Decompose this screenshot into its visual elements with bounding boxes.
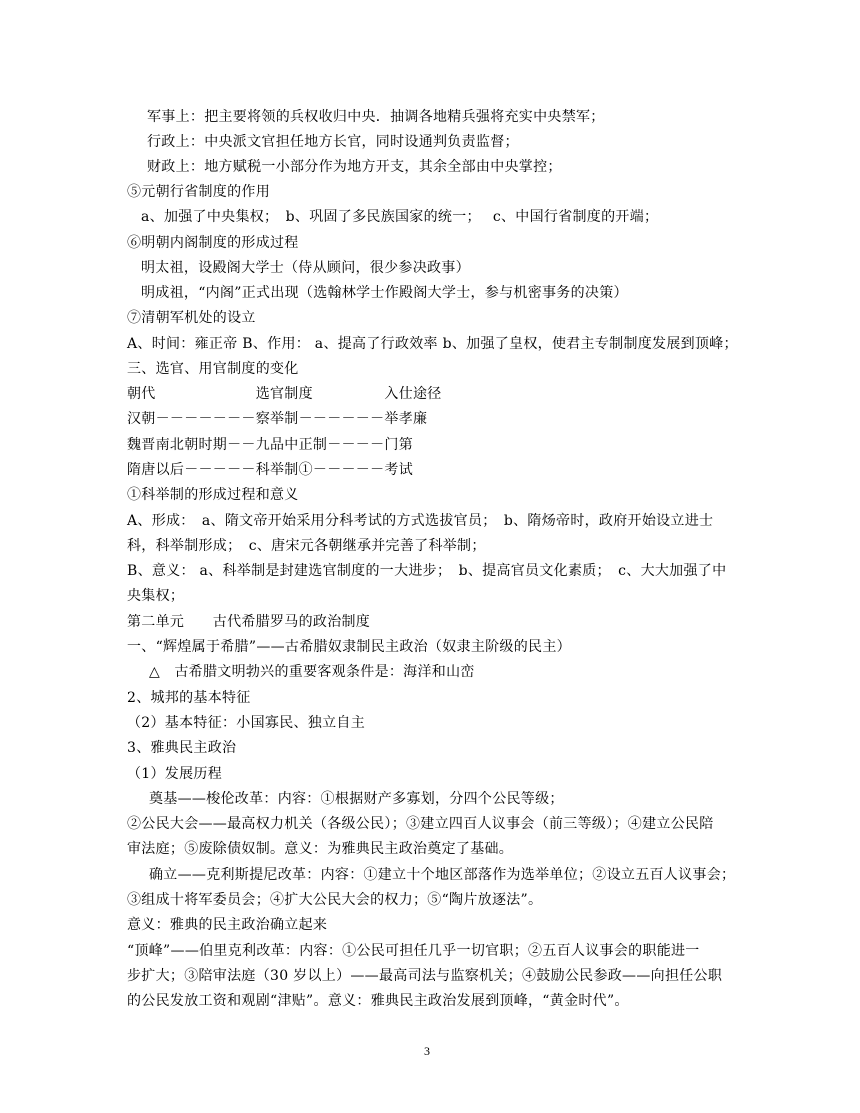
text-line: 审法庭；⑤废除债奴制。意义：为雅典民主政治奠定了基础。 <box>127 841 514 857</box>
text-line: 3、雅典民主政治 <box>127 740 237 756</box>
text-line: 央集权； <box>127 588 185 604</box>
text-line: 明太祖，设殿阁大学士（侍从顾问，很少参决政事） <box>141 260 470 276</box>
text-line: 科，科举制形成； c、唐宋元各朝继承并完善了科举制； <box>127 538 486 554</box>
text-line: ①科举制的形成过程和意义 <box>127 487 299 503</box>
text-line: 一、“辉煌属于希腊”——古希腊奴隶制民主政治（奴隶主阶级的民主） <box>127 639 571 655</box>
text-line: 第二单元 古代希腊罗马的政治制度 <box>127 614 371 630</box>
text-line: a、加强了中央集权； b、巩固了多民族国家的统一； c、中国行省制度的开端； <box>141 209 659 225</box>
text-line: （2）基本特征：小国寡民、独立自主 <box>127 715 366 731</box>
text-line: 隋唐以后－－－－－科举制①－－－－－考试 <box>127 462 413 478</box>
text-line: ⑦清朝军机处的设立 <box>127 310 256 326</box>
text-line: ②公民大会——最高权力机关（各级公民）；③建立四百人议事会（前三等级）；④建立公民陪 <box>127 816 714 832</box>
text-line: “顶峰”——伯里克利改革：内容：①公民可担任几乎一切官职；②五百人议事会的职能进一 <box>127 943 700 959</box>
text-line: ③组成十将军委员会；④扩大公民大会的权力；⑤“陶片放逐法”。 <box>127 892 543 908</box>
text-line: 确立——克利斯提尼改革：内容：①建立十个地区部落作为选举单位；②设立五百人议事会； <box>149 867 736 883</box>
text-line: 财政上：地方赋税一小部分作为地方开支，其余全部由中央掌控； <box>147 159 562 175</box>
text-line: A、时间：雍正帝 B、作用： a、提高了行政效率 b、加强了皇权，使君主专制制度发展到顶峰； <box>127 336 738 352</box>
text-line: 的公民发放工资和观剧“津贴”。意义：雅典民主政治发展到顶峰，“黄金时代”。 <box>127 993 629 1009</box>
text-line: 明成祖，“内阁”正式出现（选翰林学士作殿阁大学士，参与机密事务的决策） <box>141 285 628 301</box>
text-line: 三、选官、用官制度的变化 <box>127 361 299 377</box>
text-line: 汉朝－－－－－－－察举制－－－－－－举孝廉 <box>127 411 428 427</box>
text-line: 军事上：把主要将领的兵权收归中央．抽调各地精兵强将充实中央禁军； <box>147 109 605 125</box>
text-line: A、形成： a、隋文帝开始采用分科考试的方式选拔官员； b、隋炀帝时，政府开始设立进士 <box>127 513 714 529</box>
text-line: 魏晋南北朝时期－－九品中正制－－－－门第 <box>127 437 413 453</box>
text-line: 朝代 选官制度 入仕途径 <box>127 386 442 402</box>
text-line: B、意义： a、科举制是封建选官制度的一大进步； b、提高官员文化素质； c、大大加强了中 <box>127 563 727 579</box>
text-line: 意义：雅典的民主政治确立起来 <box>127 917 328 933</box>
text-line: △ 古希腊文明勃兴的重要客观条件是：海洋和山峦 <box>149 664 475 680</box>
text-line: 奠基——梭伦改革：内容：①根据财产多寡划，分四个公民等级； <box>149 791 564 807</box>
text-line: ⑤元朝行省制度的作用 <box>127 184 270 200</box>
text-line: ⑥明朝内阁制度的形成过程 <box>127 235 299 251</box>
text-line: 行政上：中央派文官担任地方长官，同时设通判负责监督； <box>147 134 519 150</box>
text-line: 2、城邦的基本特征 <box>127 690 251 706</box>
page-number: 3 <box>424 1044 430 1058</box>
text-line: 步扩大；③陪审法庭（30 岁以上）——最高司法与监察机关；④鼓励公民参政——向担任公职 <box>127 968 723 984</box>
text-line: （1）发展历程 <box>127 766 223 782</box>
